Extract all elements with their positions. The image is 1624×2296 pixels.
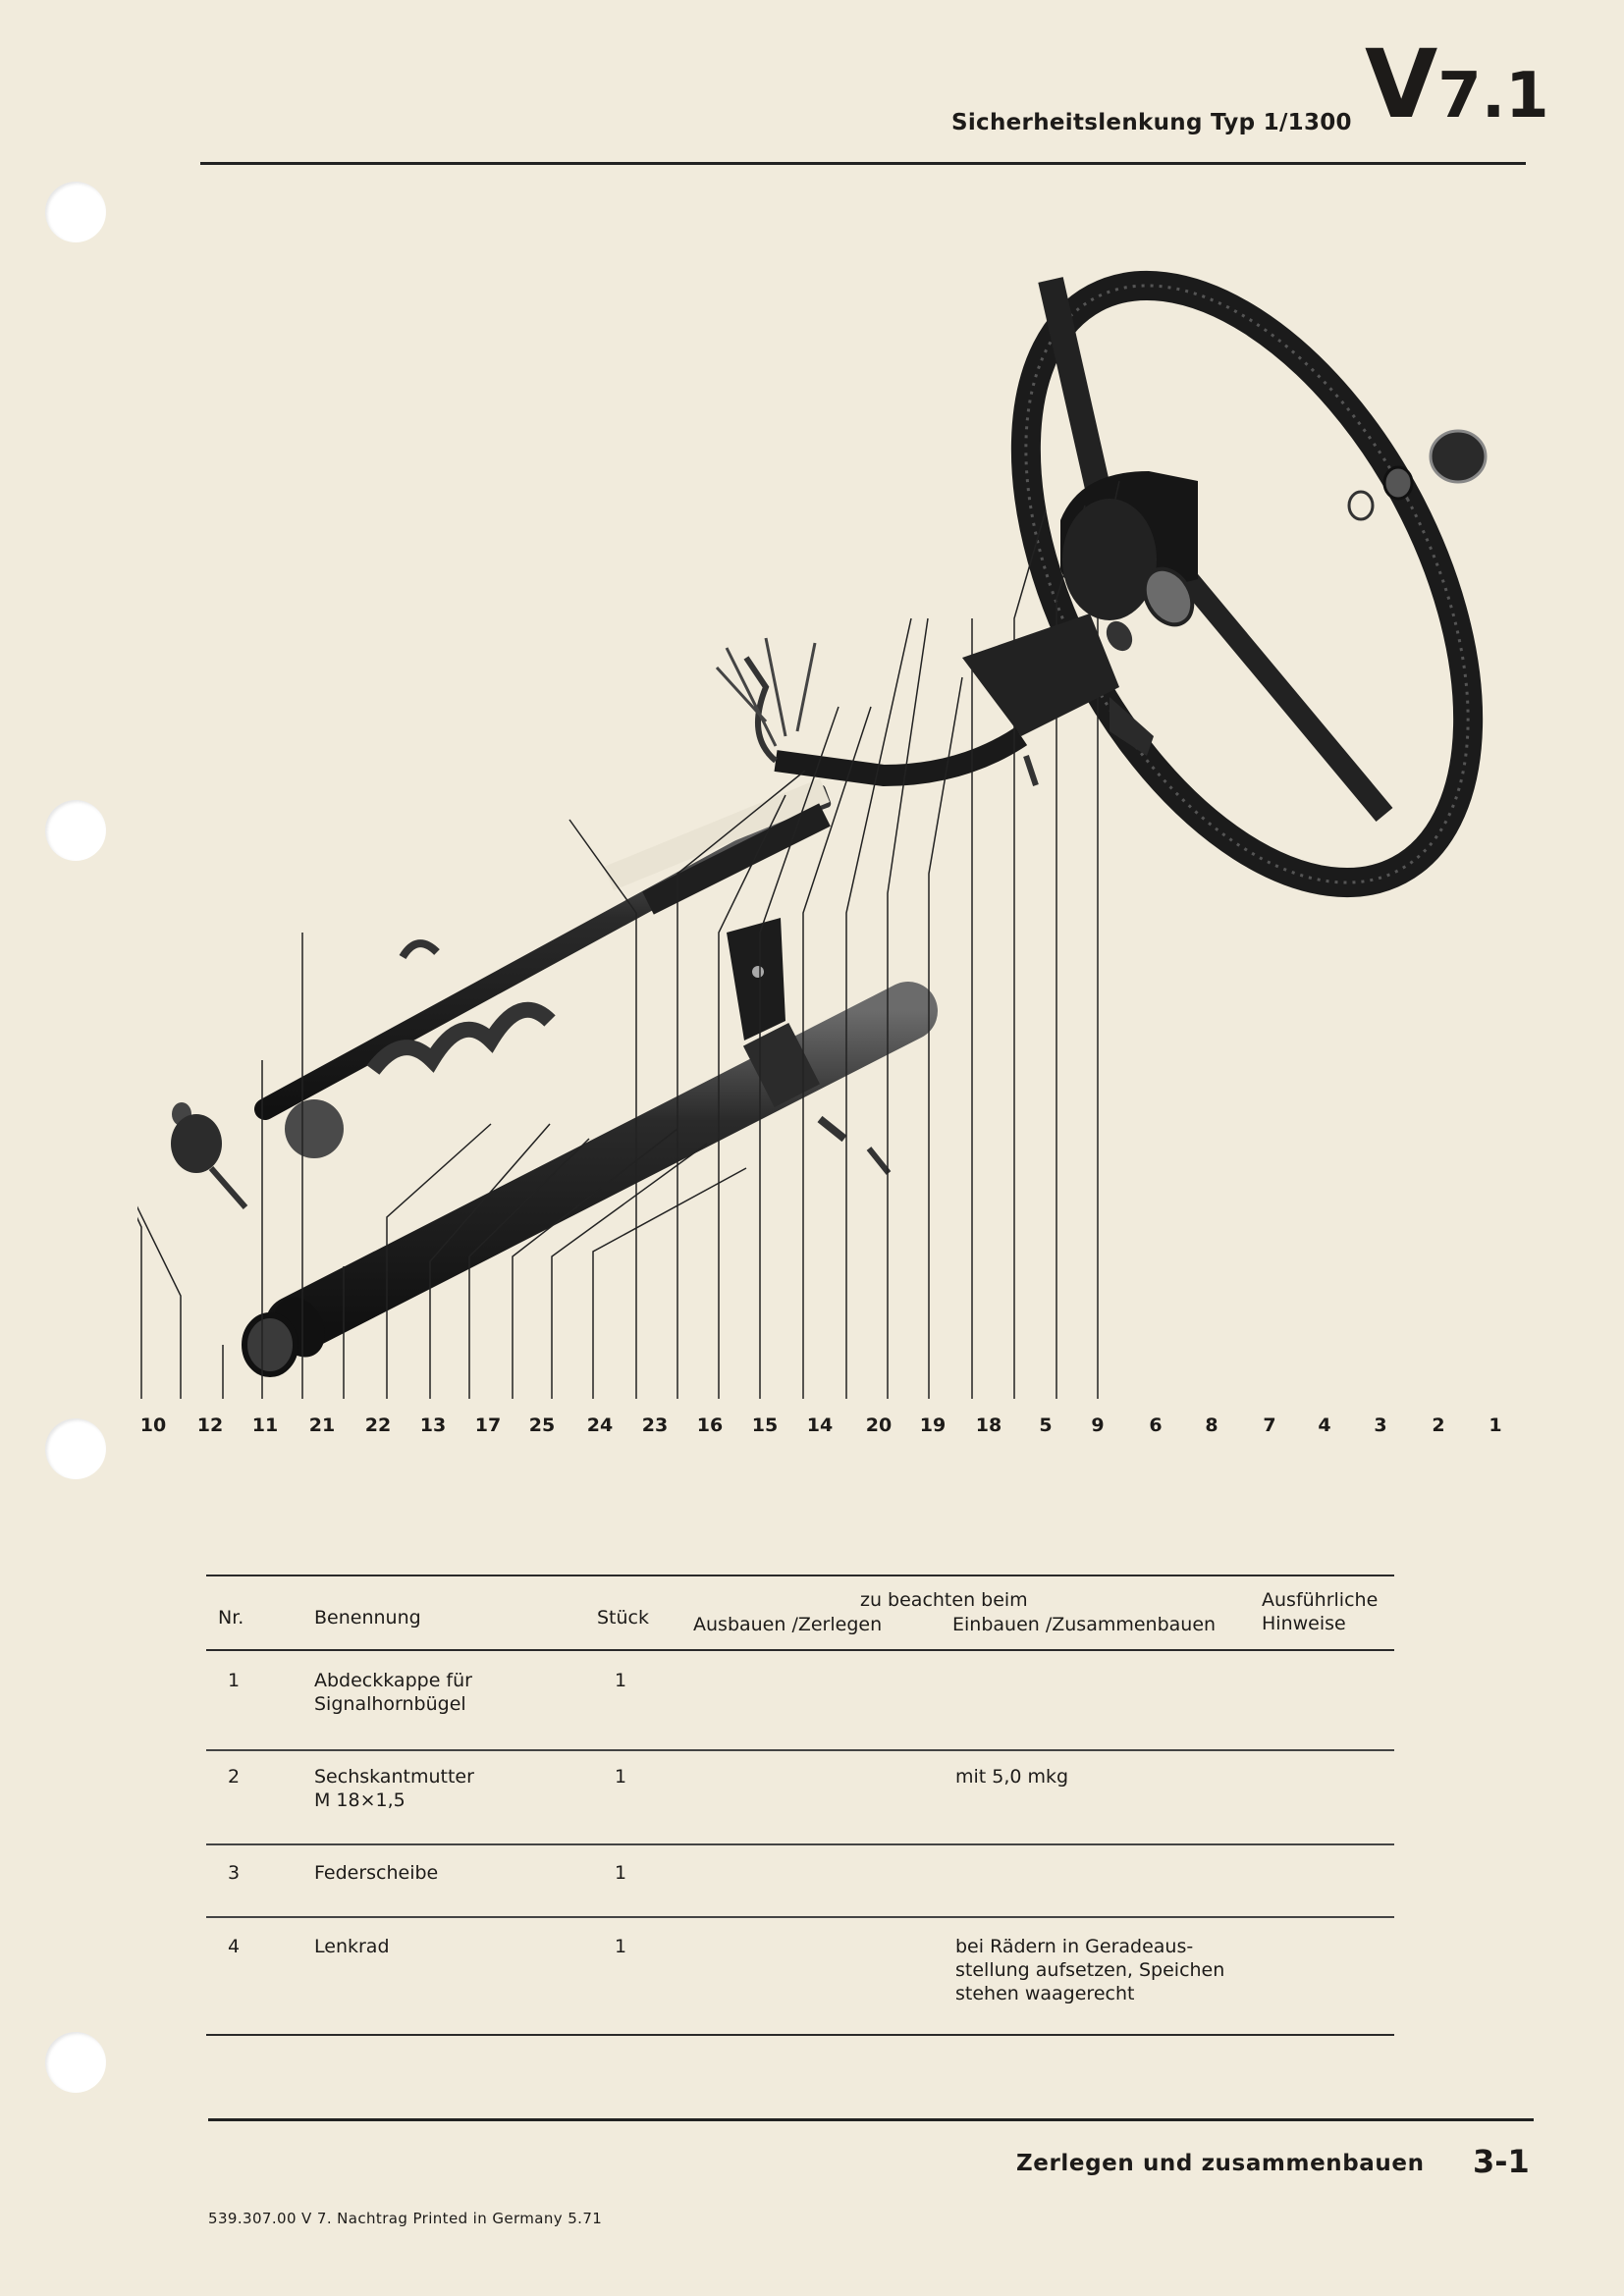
section-code (1365, 29, 1549, 139)
callout-18: 18 (975, 1415, 1002, 1436)
callout-12: 12 (196, 1415, 224, 1436)
callout-9: 9 (1091, 1415, 1105, 1436)
bearing-ring (244, 1315, 296, 1374)
table-row-rule-1 (206, 1749, 1394, 1751)
callout-22: 22 (364, 1415, 392, 1436)
callout-20: 20 (865, 1415, 893, 1436)
callout-8: 8 (1205, 1415, 1218, 1436)
header-nr: Nr. (218, 1607, 244, 1629)
header-rule (200, 162, 1526, 165)
row-4-benennung: Lenkrad (314, 1936, 390, 1957)
header-einbauen: Einbauen /Zusammenbauen (952, 1614, 1217, 1635)
callout-14: 14 (806, 1415, 834, 1436)
header-ausbauen: Ausbauen /Zerlegen (693, 1614, 883, 1635)
callout-21: 21 (308, 1415, 336, 1436)
callout-1: 1 (1489, 1415, 1502, 1436)
page-header-title: Sicherheitslenkung Typ 1/1300 (951, 110, 1352, 135)
callout-25: 25 (528, 1415, 556, 1436)
row-4-einbauen: bei Rädern in Geradeaus-stellung aufsetzen, Speichen stehen waagerecht (955, 1936, 1225, 2004)
footer-title: Zerlegen und zusammenbauen (1016, 2151, 1425, 2176)
section-number: 7.1 (1437, 60, 1549, 133)
row-3-benennung: Federscheibe (314, 1862, 439, 1884)
punch-hole-upper-middle (45, 800, 106, 861)
hex-nut (1384, 467, 1412, 499)
footer-rule (208, 2118, 1534, 2121)
row-2-stueck: 1 (615, 1766, 627, 1788)
table-bottom-rule (206, 2034, 1394, 2036)
cover-cap (1431, 431, 1486, 482)
row-3-nr: 3 (228, 1862, 241, 1884)
callout-3: 3 (1374, 1415, 1387, 1436)
callout-19: 19 (919, 1415, 947, 1436)
table-row-rule-2 (206, 1843, 1394, 1845)
header-hinweise: Ausführliche Hinweise (1262, 1589, 1379, 1634)
callout-15: 15 (751, 1415, 779, 1436)
callout-7: 7 (1263, 1415, 1276, 1436)
imprint-line: 539.307.00 V 7. Nachtrag Printed in Germany 5.71 (208, 2210, 603, 2227)
row-4-nr: 4 (228, 1936, 241, 1957)
row-4-stueck: 1 (615, 1936, 627, 1957)
punch-hole-lower-middle (45, 1418, 106, 1479)
steering-wheel (935, 226, 1532, 955)
callout-4: 4 (1318, 1415, 1331, 1436)
row-2-einbauen: mit 5,0 mkg (955, 1766, 1069, 1788)
callout-11: 11 (251, 1415, 279, 1436)
row-3-stueck: 1 (615, 1862, 627, 1884)
spring-washer (1349, 492, 1373, 519)
row-2-benennung: Sechskantmutter M 18×1,5 (314, 1766, 474, 1811)
callout-16: 16 (696, 1415, 724, 1436)
row-1-benennung: Abdeckkappe für Signalhornbügel (314, 1670, 472, 1715)
column-bracket (727, 918, 785, 1041)
callout-17: 17 (474, 1415, 502, 1436)
leader-lines (137, 481, 1119, 1399)
header-benennung: Benennung (314, 1607, 421, 1629)
switch-housing (717, 614, 1154, 775)
callout-13: 13 (419, 1415, 447, 1436)
callout-23: 23 (641, 1415, 669, 1436)
callout-5: 5 (1039, 1415, 1053, 1436)
header-stueck: Stück (597, 1607, 650, 1629)
row-2-nr: 2 (228, 1766, 241, 1788)
exploded-view-drawing (137, 226, 1532, 1433)
callout-10: 10 (139, 1415, 167, 1436)
table-top-rule (206, 1575, 1394, 1576)
table-header-rule (206, 1649, 1394, 1651)
header-group: zu beachten beim (860, 1589, 1028, 1611)
callout-24: 24 (586, 1415, 614, 1436)
callout-6: 6 (1149, 1415, 1163, 1436)
page-number: 3-1 (1473, 2143, 1530, 2180)
punch-hole-top (45, 182, 106, 242)
punch-hole-bottom (45, 2032, 106, 2093)
callout-2: 2 (1432, 1415, 1445, 1436)
table-row-rule-3 (206, 1916, 1394, 1918)
row-1-stueck: 1 (615, 1670, 627, 1691)
section-letter: V (1365, 29, 1438, 139)
row-1-nr: 1 (228, 1670, 241, 1691)
